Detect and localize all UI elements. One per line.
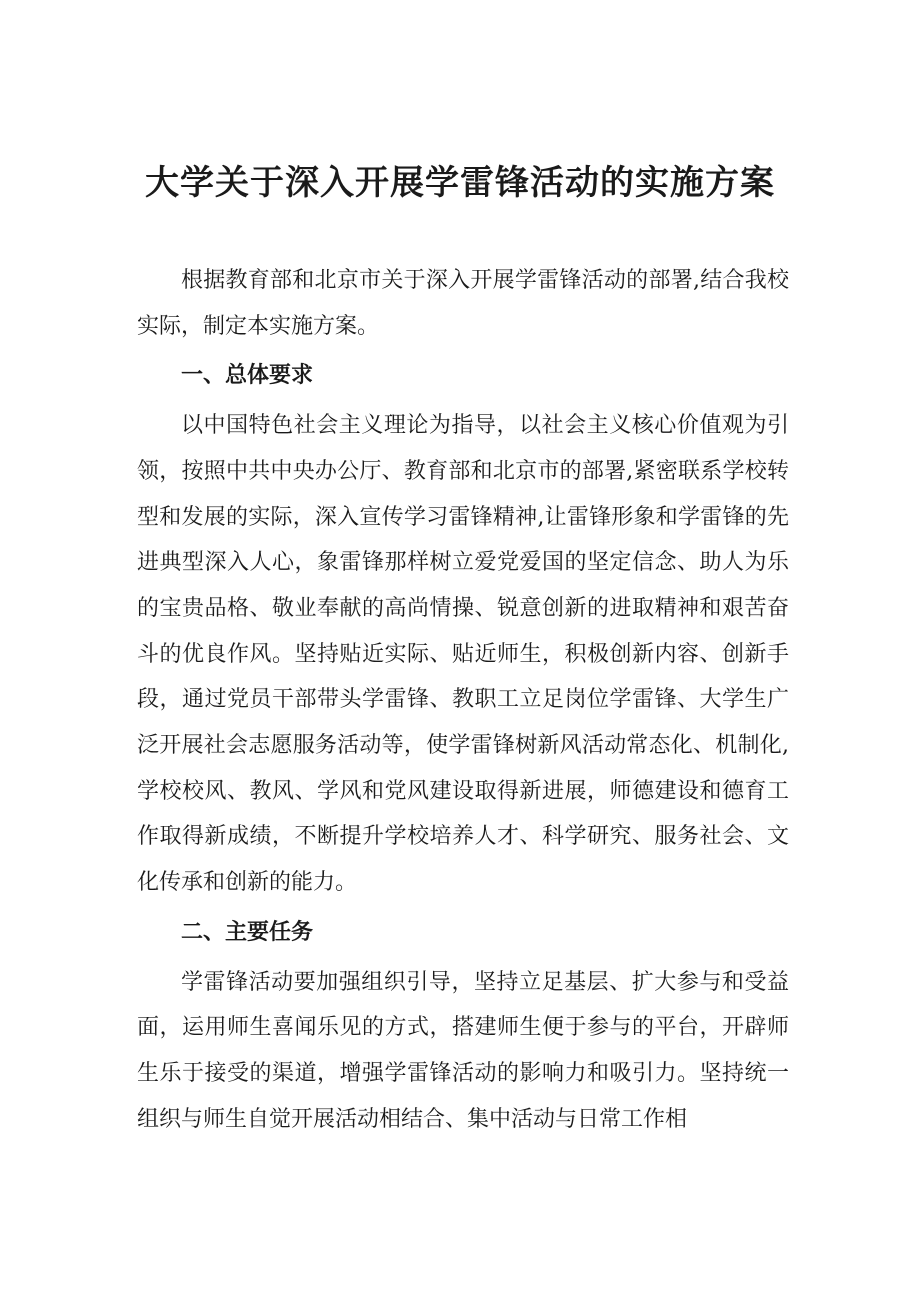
section-heading-general-requirements: 一、总体要求 <box>181 363 314 389</box>
main-tasks-paragraph: 学雷锋活动要加强组织引导，坚持立足基层、扩大参与和受益面，运用师生喜闻乐见的方式，搭建师生便于参与的平台，开辟师生乐于接受的渠道，增强学雷锋活动的影响力和吸引力。坚持统一组织与师生自觉开展活动相结合、集中活动与日常工作相 <box>137 969 789 1132</box>
intro-paragraph: 根据教育部和北京市关于深入开展学雷锋活动的部署,结合我校实际，制定本实施方案。 <box>137 268 789 339</box>
document-body <box>137 258 789 1142</box>
section-heading-main-tasks: 二、主要任务 <box>181 919 314 945</box>
document-title: 大学关于深入开展学雷锋活动的实施方案 <box>145 163 775 203</box>
general-requirements-paragraph: 以中国特色社会主义理论为指导，以社会主义核心价值观为引领，按照中共中央办公厅、教育部和北京市的部署,紧密联系学校转型和发展的实际，深入宣传学习雷锋精神,让雷锋形象和学雷锋的先进典型深入人心，象雷锋那样树立爱党爱国的坚定信念、助人为乐的宝贵品格、敬业奉献的高尚情操、锐意创新的进取精神和艰苦奋斗的优良作风。坚持贴近实际、贴近师生，积极创新内容、创新手段，通过党员干部带头学雷锋、教职工立足岗位学雷锋、大学生广泛开展社会志愿服务活动等，使学雷锋树新风活动常态化、机制化,学校校风、教风、学风和党风建设取得新进展，师德建设和德育工作取得新成绩，不断提升学校培养人才、科学研究、服务社会、文化传承和创新的能力。 <box>137 413 789 896</box>
